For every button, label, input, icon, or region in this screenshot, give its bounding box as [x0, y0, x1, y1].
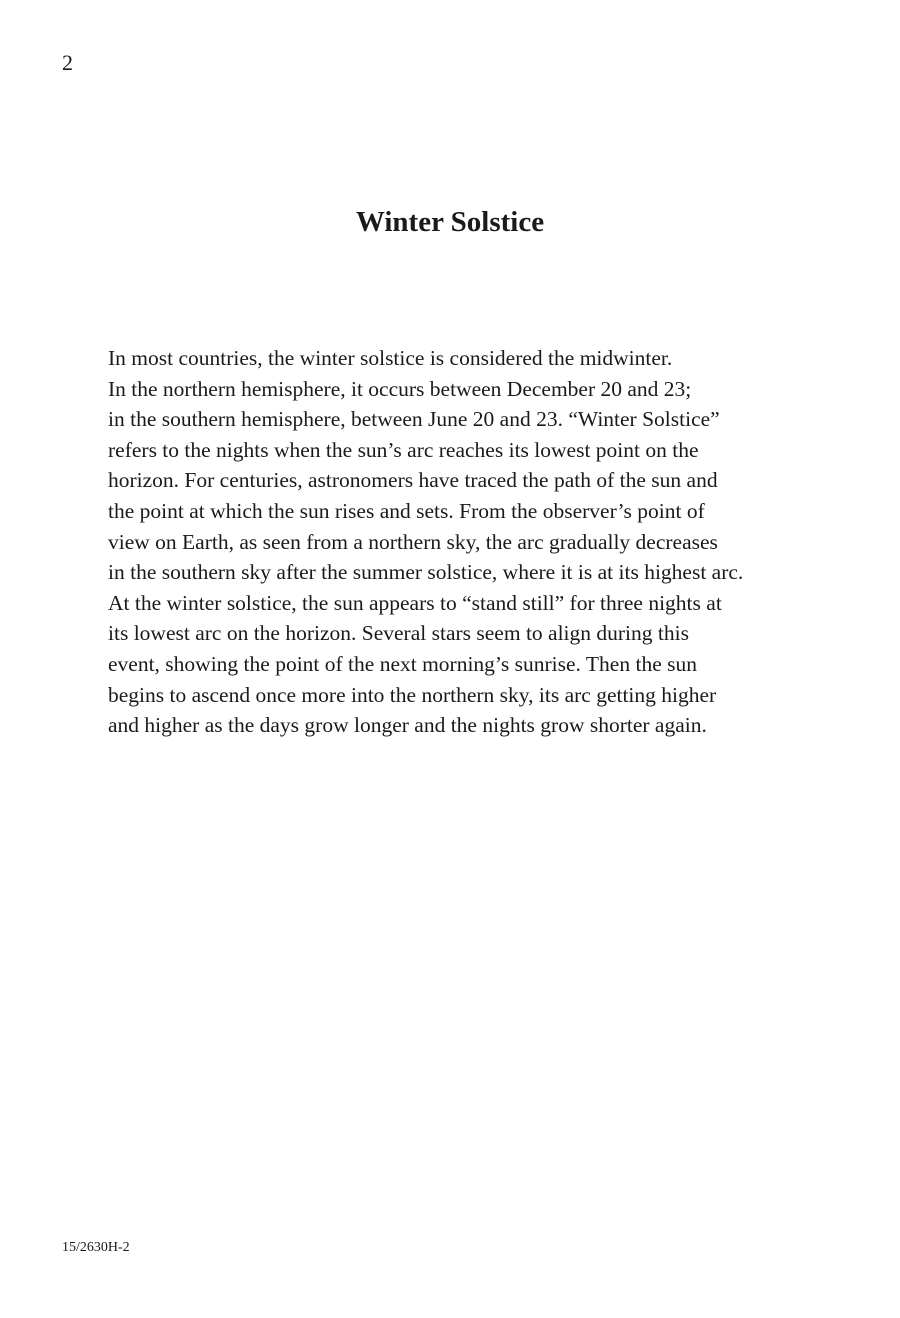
body-paragraph	[108, 343, 868, 741]
body-line: In the northern hemisphere, it occurs between December 20 and 23;	[108, 376, 692, 401]
body-line: and higher as the days grow longer and the nights grow shorter again.	[108, 713, 707, 738]
body-line: in the southern hemisphere, between June 20 and 23. “Winter Solstice”	[108, 407, 720, 432]
body-line: At the winter solstice, the sun appears to “stand still” for three nights at	[108, 590, 722, 615]
body-line: its lowest arc on the horizon. Several stars seem to align during this	[108, 621, 689, 646]
body-line: In most countries, the winter solstice is considered the midwinter.	[108, 346, 673, 370]
body-line: the point at which the sun rises and sets. From the observer’s point of	[108, 498, 705, 523]
document-code: 15/2630H-2	[62, 1240, 130, 1255]
body-line: view on Earth, as seen from a northern sky, the arc gradually decreases	[108, 529, 718, 554]
body-line: event, showing the point of the next morning’s sunrise. Then the sun	[108, 651, 697, 676]
body-line: horizon. For centuries, astronomers have traced the path of the sun and	[108, 468, 718, 493]
page-number: 2	[62, 50, 73, 75]
body-line: refers to the nights when the sun’s arc reaches its lowest point on the	[108, 437, 699, 462]
page-title: Winter Solstice	[355, 206, 545, 238]
body-line: begins to ascend once more into the northern sky, its arc getting higher	[108, 682, 717, 707]
body-line: in the southern sky after the summer solstice, where it is at its highest arc.	[108, 560, 744, 585]
